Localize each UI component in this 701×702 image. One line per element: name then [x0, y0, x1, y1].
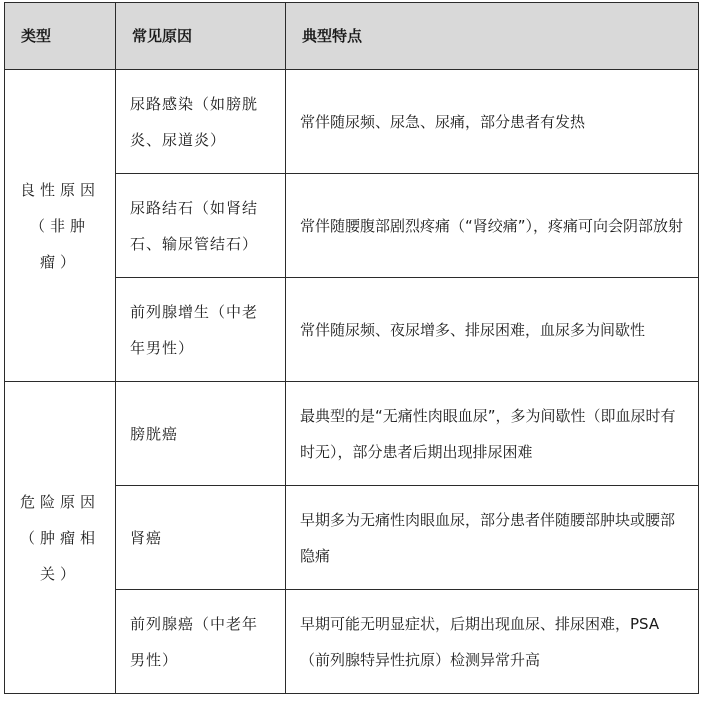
feature-cell: 早期可能无明显症状，后期出现血尿、排尿困难，PSA（前列腺特异性抗原）检测异常升高: [286, 590, 699, 694]
group-label-benign: 良性原因（非肿瘤）: [5, 70, 116, 382]
header-feature: 典型特点: [286, 3, 699, 70]
hematuria-causes-table: [4, 2, 699, 694]
feature-cell: 早期多为无痛性肉眼血尿，部分患者伴随腰部肿块或腰部隐痛: [286, 486, 699, 590]
table-row: [5, 70, 699, 174]
cause-cell: 尿路结石（如肾结石、输尿管结石）: [116, 174, 286, 278]
header-type: 类型: [5, 3, 116, 70]
cause-cell: 膀胱癌: [116, 382, 286, 486]
header-cause: 常见原因: [116, 3, 286, 70]
group-label-dangerous: 危险原因（肿瘤相关）: [5, 382, 116, 694]
feature-cell: 最典型的是“无痛性肉眼血尿”，多为间歇性（即血尿时有时无），部分患者后期出现排尿困难: [286, 382, 699, 486]
table-row: [5, 382, 699, 486]
cause-cell: 尿路感染（如膀胱炎、尿道炎）: [116, 70, 286, 174]
feature-cell: 常伴随尿频、夜尿增多、排尿困难，血尿多为间歇性: [286, 278, 699, 382]
feature-cell: 常伴随尿频、尿急、尿痛，部分患者有发热: [286, 70, 699, 174]
header-row: [5, 3, 699, 70]
cause-cell: 前列腺癌（中老年男性）: [116, 590, 286, 694]
cause-cell: 前列腺增生（中老年男性）: [116, 278, 286, 382]
feature-cell: 常伴随腰腹部剧烈疼痛（“肾绞痛”），疼痛可向会阴部放射: [286, 174, 699, 278]
cause-cell: 肾癌: [116, 486, 286, 590]
